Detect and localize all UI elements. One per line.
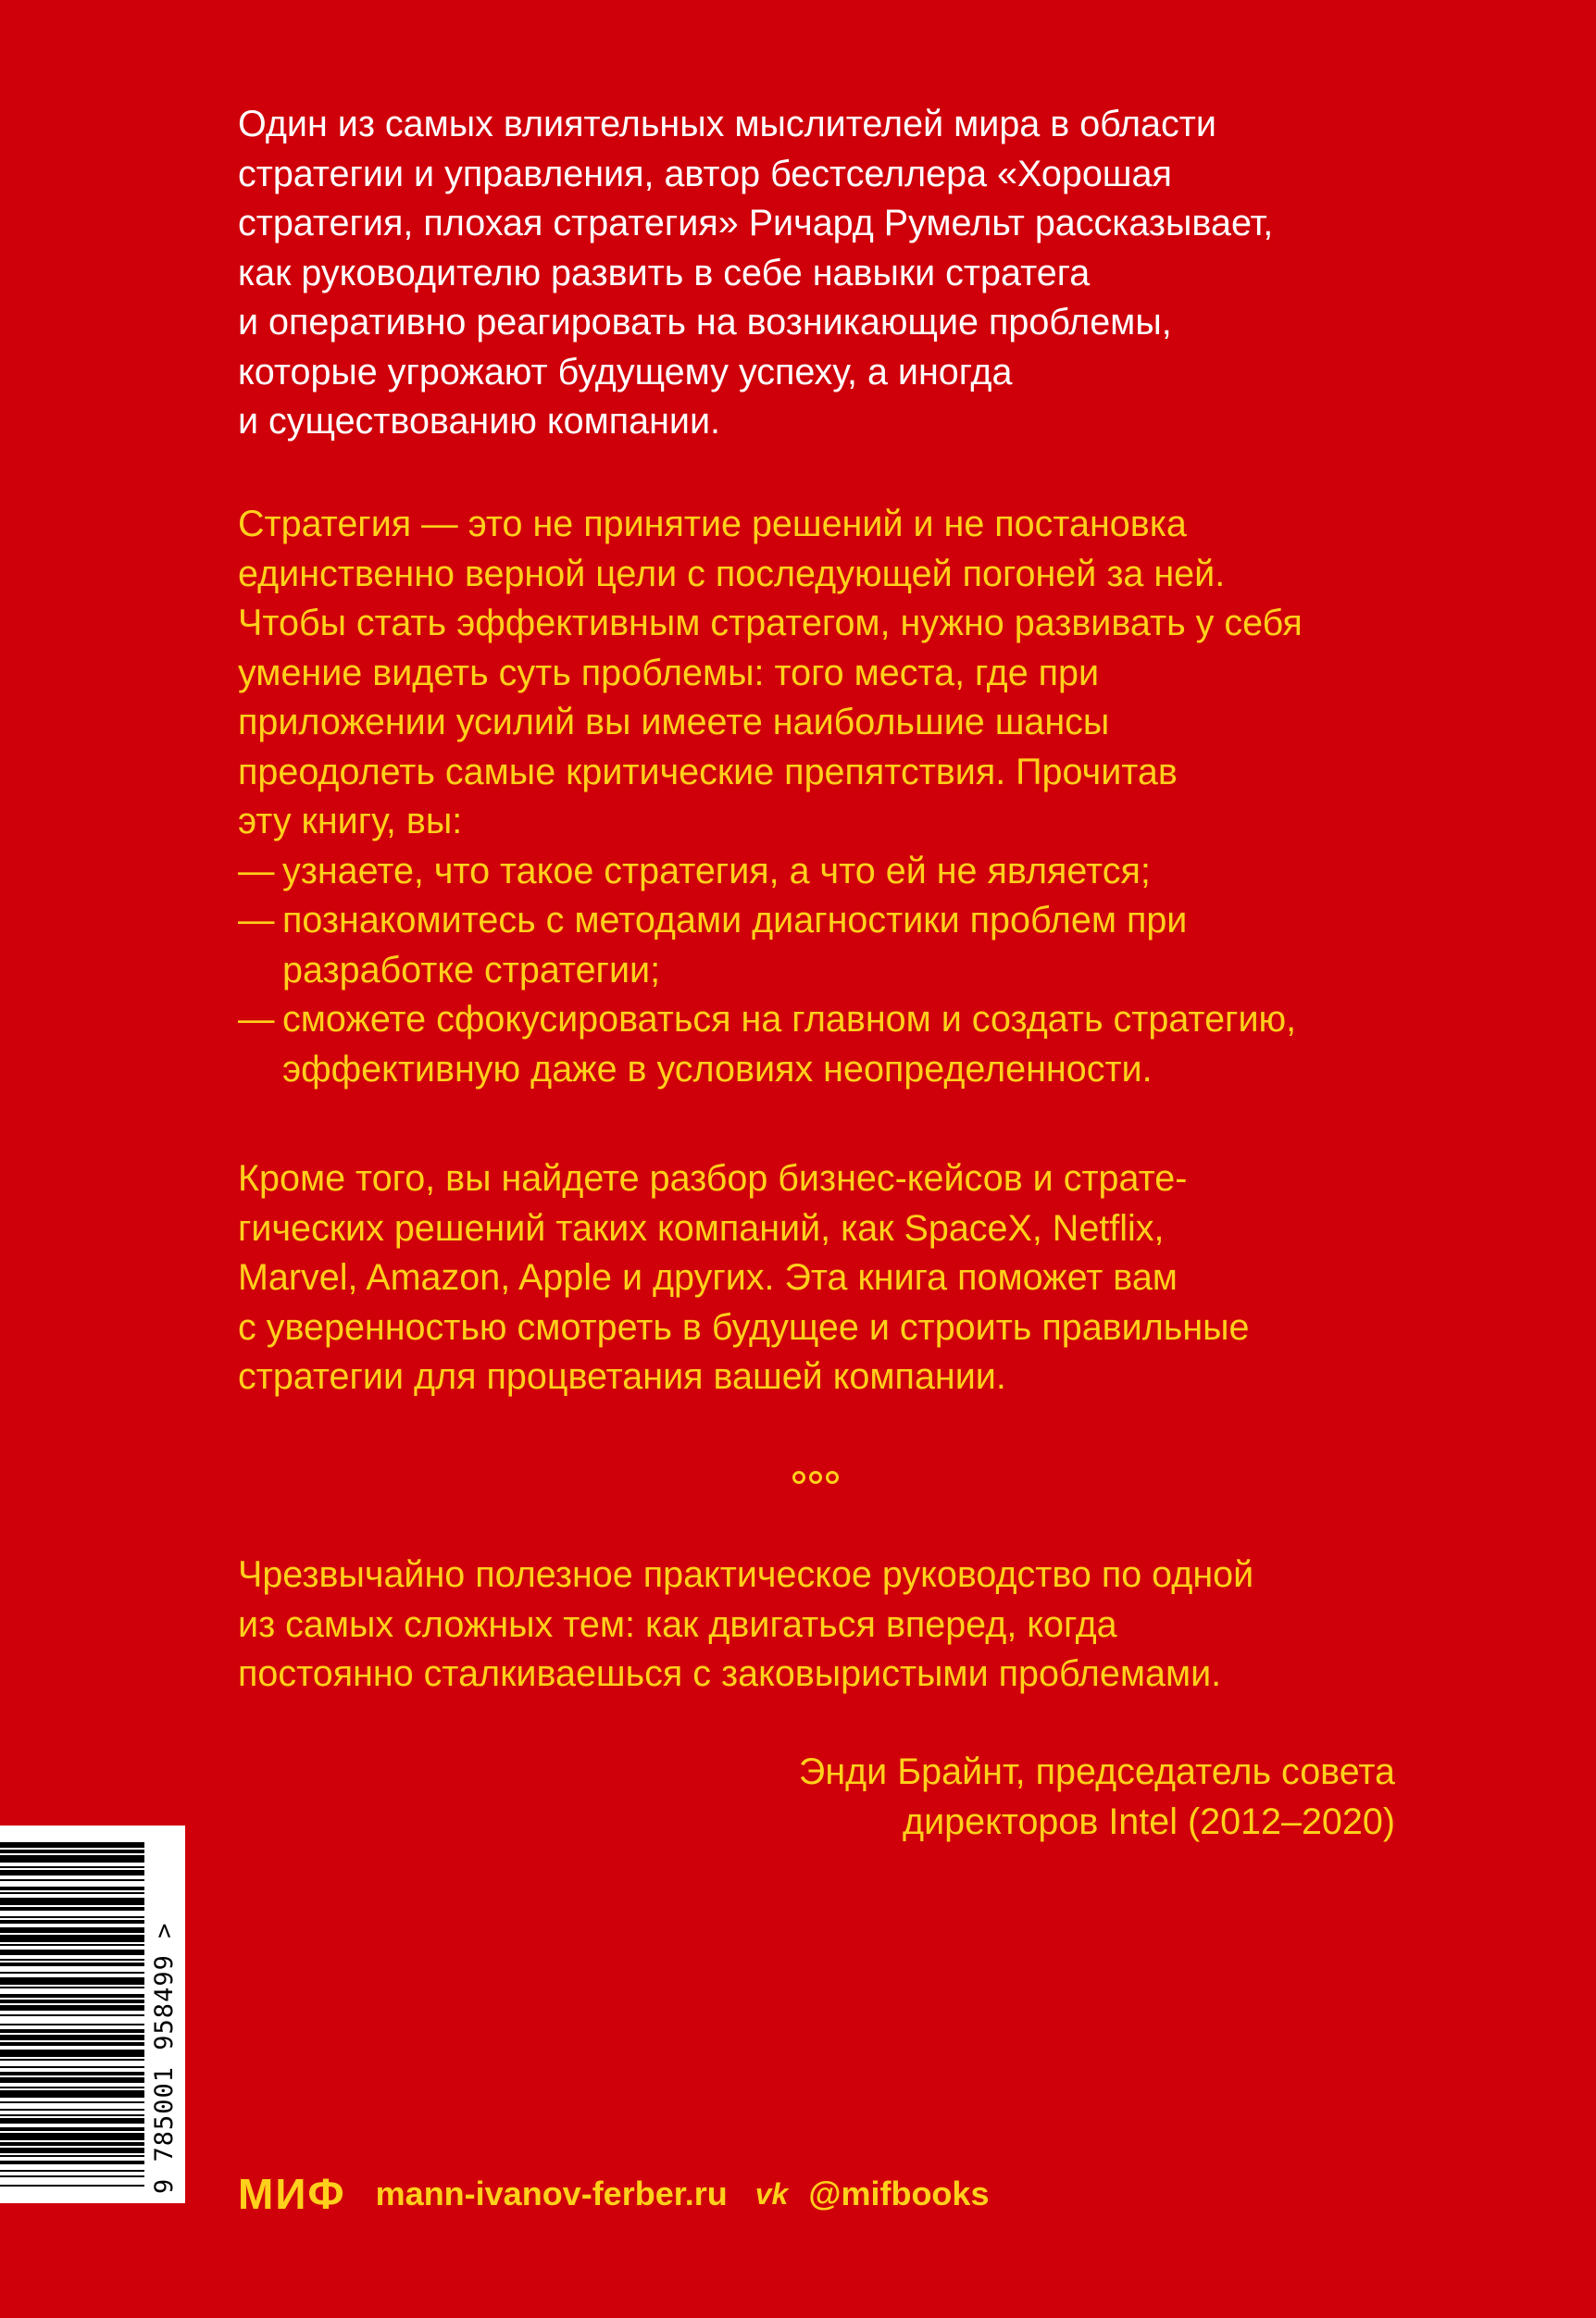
strategy-line: преодолеть самые критические препятствия. Прочитав xyxy=(238,751,1178,792)
strategy-line: Чтобы стать эффективным стратегом, нужно развивать у себя xyxy=(238,603,1303,643)
vk-icon[interactable]: vk xyxy=(754,2176,789,2211)
cases-line: с уверенностью смотреть в будущее и строить правильные xyxy=(238,1306,1250,1348)
list-item xyxy=(238,847,1404,897)
publisher-logo: МИФ xyxy=(238,2170,346,2218)
quote-attribution xyxy=(799,1748,1395,1847)
strategy-paragraph xyxy=(238,500,1404,1094)
attribution-line: директоров Intel (2012–2020) xyxy=(903,1801,1395,1842)
quote-line: из самых сложных тем: как двигаться вперед, когда xyxy=(238,1603,1117,1645)
quote-line: постоянно сталкиваешься с заковыристыми проблемами. xyxy=(238,1653,1222,1694)
attribution-line: Энди Брайнт, председатель совета xyxy=(798,1751,1395,1792)
list-item-line: разработке стратегии; xyxy=(282,949,661,991)
barcode-icon xyxy=(0,1826,185,2203)
list-item-line: сможете сфокусироваться на главном и создать стратегию, xyxy=(282,999,1297,1040)
publisher-website-link[interactable]: mann-ivanov-ferber.ru xyxy=(375,2175,728,2212)
strategy-line: единственно верной цели с последующей погоней за ней. xyxy=(238,553,1226,594)
strategy-line: приложении усилий вы имеете наибольшие шансы xyxy=(238,702,1110,742)
strategy-line: эту книгу, вы: xyxy=(238,801,463,841)
list-item-line: эффективную даже в условиях неопределенности. xyxy=(282,1048,1153,1090)
intro-paragraph xyxy=(238,100,1404,447)
cases-paragraph xyxy=(238,1154,1404,1402)
social-handle-link[interactable]: @mifbooks xyxy=(808,2175,990,2212)
list-item xyxy=(238,896,1404,995)
intro-line: стратегия, плохая стратегия» Ричард Румельт рассказывает, xyxy=(238,203,1274,243)
quote-line: Чрезвычайно полезное практическое руководство по одной xyxy=(238,1554,1254,1595)
list-item-line: познакомитесь с методами диагностики проблем при xyxy=(282,900,1188,941)
intro-line: как руководителю развить в себе навыки стратега xyxy=(238,252,1091,293)
list-item-line: узнаете, что такое стратегия, а что ей не является; xyxy=(282,850,1151,891)
intro-line: и оперативно реагировать на возникающие проблемы, xyxy=(238,302,1172,343)
cases-line: Marvel, Amazon, Apple и других. Эта книга поможет вам xyxy=(238,1257,1178,1298)
cases-line: стратегии для процветания вашей компании. xyxy=(238,1356,1006,1397)
quote-paragraph xyxy=(238,1551,1404,1700)
publisher-footer xyxy=(238,2166,989,2222)
list-dash: — xyxy=(238,900,275,941)
intro-line: стратегии и управления, автор бестселлера «Хорошая xyxy=(238,153,1172,194)
list-dash: — xyxy=(238,999,275,1040)
barcode xyxy=(0,1826,185,2203)
list-item xyxy=(238,995,1404,1094)
cases-line: гических решений таких компаний, как SpaceX, Netflix, xyxy=(238,1207,1165,1249)
strategy-line: Стратегия — это не принятие решений и не постановка xyxy=(238,504,1187,544)
separator-ornament-icon xyxy=(787,1466,844,1489)
list-dash: — xyxy=(238,850,275,891)
benefits-list xyxy=(238,847,1404,1095)
intro-line: Один из самых влиятельных мыслителей мира в области xyxy=(238,104,1216,144)
strategy-line: умение видеть суть проблемы: того места, где при xyxy=(238,652,1100,693)
barcode-digits: 9 785001 958499 > xyxy=(150,1922,179,2194)
intro-line: и существованию компании. xyxy=(238,401,721,442)
intro-line: которые угрожают будущему успеху, а иногда xyxy=(238,351,1013,393)
cases-line: Кроме того, вы найдете разбор бизнес-кейсов и страте- xyxy=(238,1158,1188,1199)
